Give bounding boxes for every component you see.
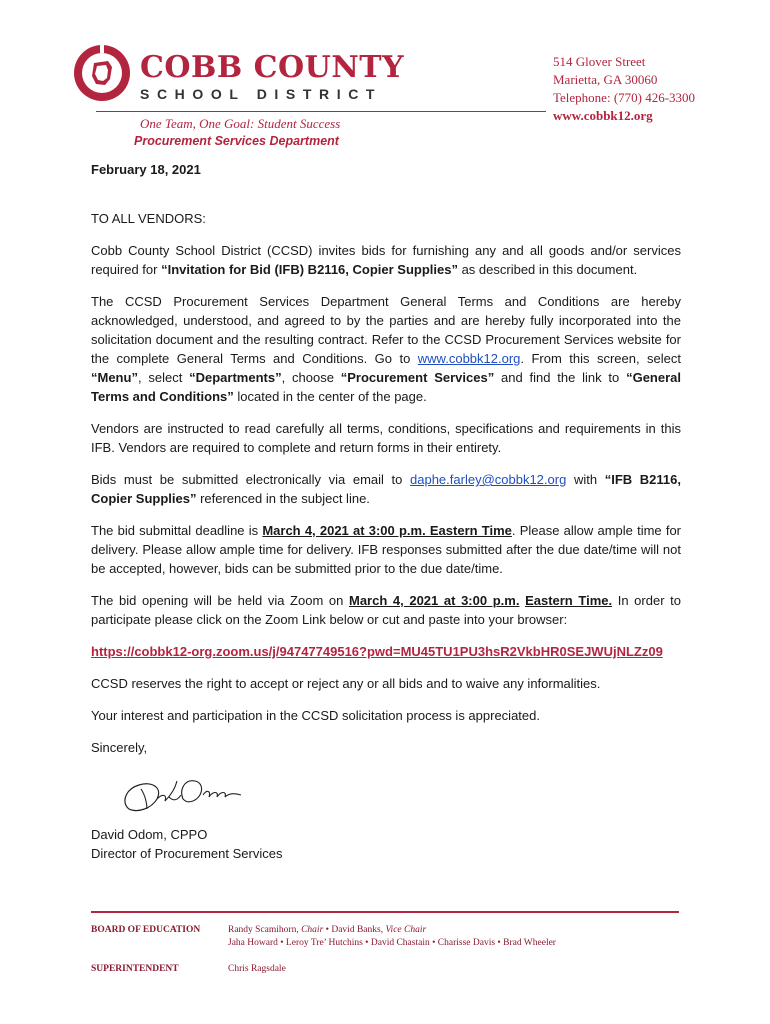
signature-icon — [111, 759, 261, 819]
text: Vice Chair — [385, 925, 427, 935]
superintendent-name: Chris Ragsdale — [228, 964, 286, 974]
deadline: March 4, 2021 at 3:00 p.m. Eastern Time — [262, 523, 512, 538]
org-name: COBB COUNTY — [140, 50, 405, 85]
board-line-1 — [228, 924, 556, 937]
letter-date: February 18, 2021 — [91, 162, 201, 177]
text: Chair — [301, 925, 324, 935]
tagline: One Team, One Goal: Student Success — [140, 116, 341, 131]
signer-name: David Odom, CPPO — [91, 827, 208, 842]
board-label: BOARD OF EDUCATION — [91, 925, 201, 935]
paragraph-submission — [91, 470, 681, 508]
zoom-link[interactable]: https://cobbk12-org.zoom.us/j/94747749516?pwd=MU45TU1PU3hsR2VkbHR0SEJWUjNLZz09 — [91, 644, 663, 659]
zoom-paragraph — [91, 642, 681, 661]
departments-ref: “Departments” — [189, 370, 282, 385]
district-logo-icon — [72, 43, 132, 103]
subject-ref: “IFB B2116, Copier Supplies” — [91, 472, 681, 506]
header-divider — [96, 111, 546, 112]
paragraph-opening — [91, 591, 681, 629]
superintendent-label: SUPERINTENDENT — [91, 964, 179, 974]
menu-ref: “Menu” — [91, 370, 138, 385]
text: . From this screen, select — [520, 351, 681, 366]
procurement-ref: “Procurement Services” — [340, 370, 495, 385]
text: located in the center of the page. — [233, 389, 427, 404]
signer-title: Director of Procurement Services — [91, 846, 283, 861]
footer-divider — [91, 911, 679, 913]
text: as described in this document. — [457, 262, 638, 277]
text: The bid submittal deadline is — [91, 523, 263, 538]
paragraph-terms — [91, 292, 681, 406]
text: The bid opening will be held via Zoom on — [91, 593, 349, 608]
text: . Please allow ample time for delivery. Please allow ample time for delivery. IFB responses submitted after the due date/time will not be accepted, however, bids can be submitted prior to the due date/time. — [91, 523, 682, 576]
text: Cobb County School District (CCSD) invites bids for furnishing any and all goods and/or services required for — [91, 243, 681, 277]
text: referenced in the subject line. — [196, 491, 370, 506]
website-link[interactable]: www.cobbk12.org — [417, 351, 521, 366]
address-website[interactable]: www.cobbk12.org — [553, 108, 653, 123]
opening-timezone: Eastern Time. — [525, 593, 613, 608]
text: with — [566, 472, 605, 487]
opening-date: March 4, 2021 at 3:00 p.m. — [348, 593, 520, 608]
text: • David Banks, — [323, 925, 386, 935]
text: The CCSD Procurement Services Department General Terms and Conditions are hereby acknowledged, understood, and agreed to by the parties and are hereby fully incorporated into the solicitation document and the resulting contract. Refer to the CCSD Procurement Services website for the complete General Terms and Conditions. Go to — [91, 294, 681, 366]
text: In order to participate please click on the Zoom Link below or cut and paste into your browser: — [91, 593, 681, 627]
gtc-ref: “General Terms and Conditions” — [91, 370, 681, 404]
address-city: Marietta, GA 30060 — [553, 72, 658, 87]
address-street: 514 Glover Street — [553, 54, 646, 69]
org-subtitle: SCHOOL DISTRICT — [140, 86, 383, 102]
paragraph-instructions: Vendors are instructed to read carefully all terms, conditions, specifications and requirements in this IFB. Vendors are required to complete and return forms in their entirety. — [91, 421, 681, 455]
address-phone: Telephone: (770) 426-3300 — [553, 90, 696, 105]
board-line-2: Jaha Howard • Leroy Tre’ Hutchins • David Chastain • Charisse Davis • Brad Wheeler — [228, 938, 556, 948]
board-members — [228, 924, 556, 950]
address-block — [553, 53, 763, 125]
email-link[interactable]: daphe.farley@cobbk12.org — [410, 472, 567, 487]
salutation: TO ALL VENDORS: — [91, 211, 206, 226]
department-name: Procurement Services Department — [134, 134, 339, 148]
text: and find the link to — [494, 370, 627, 385]
closing: Sincerely, — [91, 740, 148, 755]
text: , select — [137, 370, 190, 385]
paragraph-invitation — [91, 241, 681, 279]
paragraph-appreciation: Your interest and participation in the CCSD solicitation process is appreciated. — [91, 708, 540, 723]
letter-body — [91, 160, 681, 863]
text: Randy Scamihorn, — [228, 925, 302, 935]
text: Bids must be submitted electronically via email to — [91, 472, 411, 487]
ifb-title: “Invitation for Bid (IFB) B2116, Copier Supplies” — [161, 262, 458, 277]
text: , choose — [281, 370, 341, 385]
paragraph-deadline — [91, 521, 681, 578]
paragraph-rights: CCSD reserves the right to accept or reject any or all bids and to waive any informalities. — [91, 676, 601, 691]
